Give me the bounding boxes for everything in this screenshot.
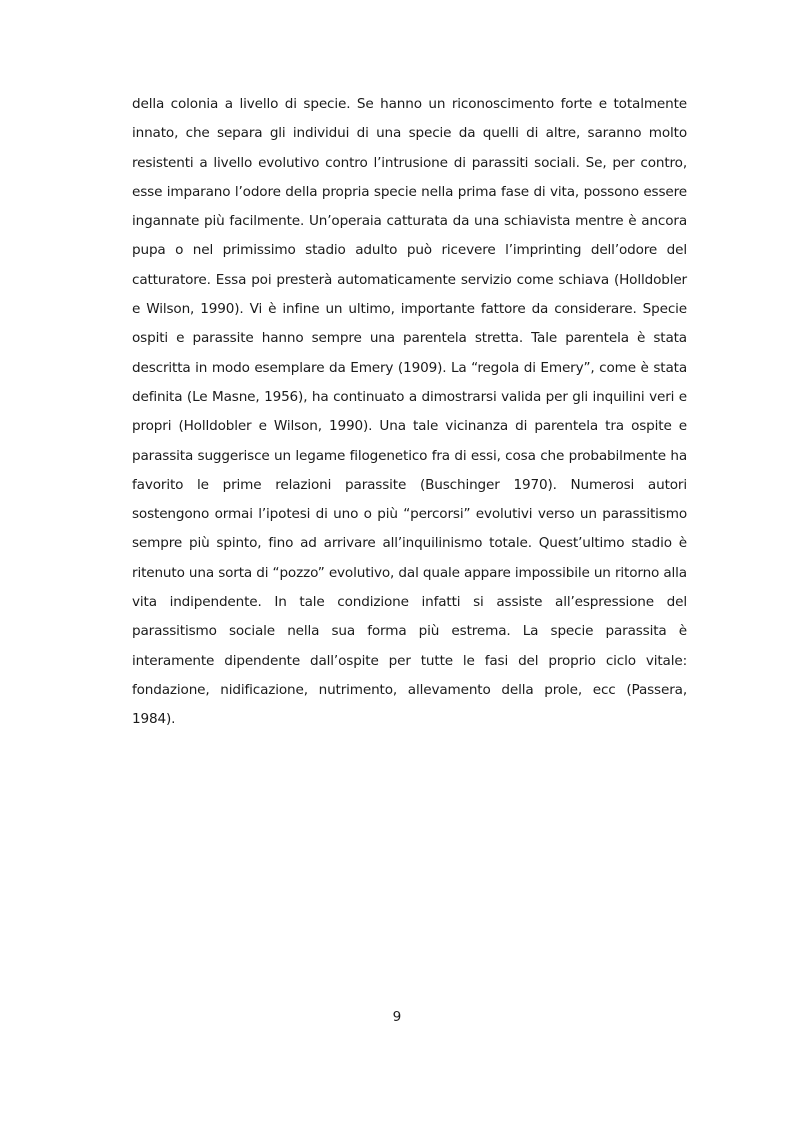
body-paragraph: della colonia a livello di specie. Se hanno un riconoscimento forte e totalmente innato, che separa gli individui di una specie da quelli di altre, saranno molto resistenti a livello evolutivo contro l’intrusione di parassiti sociali. Se, per contro, esse imparano l’odore della propria specie nella prima fase di vita, possono essere ingannate più facilmente. Un’operaia catturata da una schiavista mentre è ancora pupa o nel primissimo stadio adulto può ricevere l’imprinting dell’odore del catturatore. Essa poi presterà automaticamente servizio come schiava (Holldobler e Wilson, 1990). Vi è infine un ultimo, importante fattore da considerare. Specie ospiti e parassite hanno sempre una parentela stretta. Tale parentela è stata descritta in modo esemplare da Emery (1909). La “regola di Emery”, come è stata definita (Le Masne, 1956), ha continuato a dimostrarsi valida per gli inquilini veri e propri (Holldobler e Wilson, 1990). Una tale vicinanza di parentela tra ospite e parassita suggerisce un legame filogenetico fra di essi, cosa che probabilmente ha favorito le prime relazioni parassite (Buschinger 1970). Numerosi autori sostengono ormai l’ipotesi di uno o più “percorsi” evolutivi verso un parassitismo sempre più spinto, fino ad arrivare all’inquilinismo totale. Quest’ultimo stadio è ritenuto una sorta di “pozzo” evolutivo, dal quale appare impossibile un ritorno alla vita indipendente. In tale condizione infatti si assiste all’espressione del parassitismo sociale nella sua forma più estrema. La specie parassita è interamente dipendente dall’ospite per tutte le fasi del proprio ciclo vitale: fondazione, nidificazione, nutrimento, allevamento della prole, ecc (Passera, 1984). bbox=[132, 96, 687, 728]
page-number: 9 bbox=[392, 1009, 402, 1025]
